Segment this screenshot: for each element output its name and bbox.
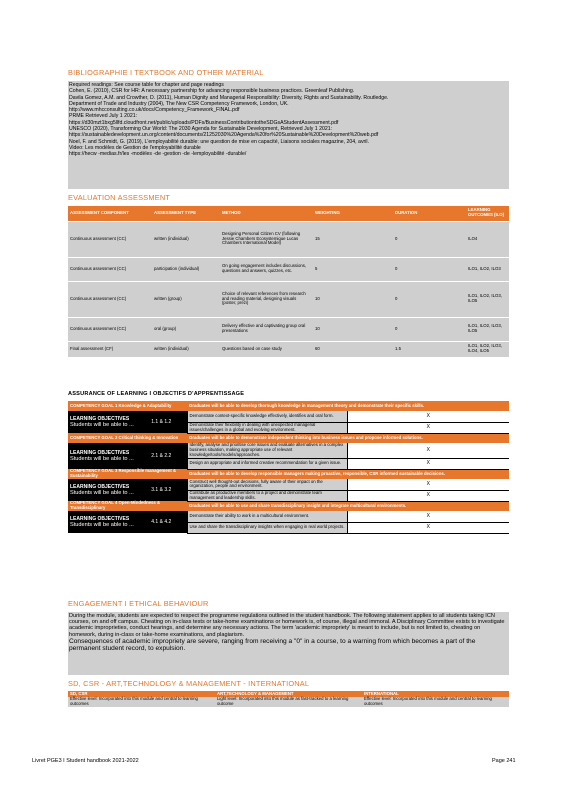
assurance-table-wrap xyxy=(68,401,509,534)
engagement-box xyxy=(68,612,509,675)
bibliography-line: Noel, F. and Schmidt, G. (2019), L'employabilité durable: une question de mise en capacité, Liaisons sociales magazine, 204, avril. xyxy=(69,138,370,145)
footer-left: Livret PGE3 I Student handbook 2021-2022 xyxy=(32,758,139,764)
competency-goal-description: Graduates will be able to use and share transdisciplinary insight and integrate multicultural environments. xyxy=(187,501,509,511)
learning-objective-row xyxy=(68,443,509,458)
evaluation-row xyxy=(68,281,509,317)
evaluation-cell: Continuous assessment (CC) xyxy=(68,281,152,317)
learning-objective-mark: X xyxy=(347,458,509,469)
bibliography-line: Cohen, E. (2010), CSR for HR: A necessary partnership for advancing responsible business practices. Greenleaf Publishing. xyxy=(69,88,355,95)
evaluation-header-row xyxy=(68,206,509,221)
bibliography-line: http://www.mhcconsulting.co.uk/docs/Competency_Framework_FINAL.pdf xyxy=(69,107,240,114)
evaluation-cell: ILO1, ILO2, ILO3 xyxy=(466,257,509,281)
evaluation-row xyxy=(68,257,509,281)
csr-cell: Effective level: Incorporated into this module and central to learning outcomes xyxy=(362,697,509,707)
evaluation-cell: Continuous assessment (CC) xyxy=(68,221,152,257)
assurance-title: ASSURANCE OF LEARNING I OBJECTIFS D'APPRENTISSAGE xyxy=(68,391,245,397)
competency-goal-description: Graduates will be able to develop responsible managers making proactive, responsible, CSR informed sustainable decisions. xyxy=(187,469,509,479)
learning-objective-row xyxy=(68,511,509,522)
evaluation-header-cell: WEIGHTING xyxy=(313,206,393,221)
learning-objective-mark: X xyxy=(347,411,509,422)
evaluation-cell: written (individual) xyxy=(152,341,220,357)
learning-objective-mark: X xyxy=(347,511,509,522)
competency-goal-description: Graduates will be able to develop thorough knowledge in management theory and demonstrate their specific skills. xyxy=(187,401,509,411)
learning-objectives-subtitle: Students will be able to ... xyxy=(70,422,134,428)
csr-row xyxy=(68,697,509,707)
learning-objective-numbers: 1.1 & 1.2 xyxy=(136,411,187,433)
learning-objective-mark: X xyxy=(347,490,509,501)
evaluation-cell: written (group) xyxy=(152,281,220,317)
evaluation-cell: Designing Personal Citizen CV (following Jessie Chambers Ecosystemique Lucas Chambers International Model) xyxy=(220,221,313,257)
learning-objective-numbers: 2.1 & 2.2 xyxy=(136,443,187,469)
competency-goal: COMPETENCY GOAL 3 Responsible management & Sustainability xyxy=(68,469,187,479)
evaluation-cell: 1.5 xyxy=(393,341,466,357)
learning-objectives-label xyxy=(68,443,136,469)
evaluation-header-cell: METHOD xyxy=(220,206,313,221)
evaluation-cell: ILO4 xyxy=(466,221,509,257)
evaluation-title: EVALUATION ASSESSMENT xyxy=(68,193,171,202)
bibliography-line: Department of Trade and Industry (2004), The New CSR Competency Framework, London, UK. xyxy=(69,100,289,107)
evaluation-cell: Questions based on case study xyxy=(220,341,313,357)
evaluation-row xyxy=(68,341,509,357)
bibliography-line: https://hecw -medias.fr/les -modèles -de -gestion -de -lemployabilité -durable/ xyxy=(69,151,247,158)
csr-header-cell: SD, CSR xyxy=(68,691,215,697)
bibliography-box xyxy=(68,81,509,189)
bibliography-line: https://sustainabledevelopment.un.org/content/documents/21252030%20Agenda%20for%20Sustainable%20Development%20web.pdf xyxy=(69,132,379,139)
learning-objective-text: Demonstrate their ability to work in a multicultural environment. xyxy=(187,511,347,522)
bibliography-line: Davila Gomez, A.M. and Crowther, D. (2011), Human Dignity and Managerial Responsibility: Diversity, Rights and Sustainability. Routledge. xyxy=(69,94,389,101)
competency-goal-description: Graduates will be able to demonstrate independent thinking into business issues and propose informed solutions. xyxy=(187,433,509,443)
learning-objective-mark: X xyxy=(347,443,509,458)
evaluation-cell: 15 xyxy=(313,221,393,257)
evaluation-header-cell: ASSESSMENT COMPONENT xyxy=(68,206,152,221)
learning-objective-text: Use and share the transdisciplinary insights when engaging in real world projects. xyxy=(187,522,347,533)
bibliography-line: PRME Retrieved July 1 2021: xyxy=(69,113,138,120)
learning-objectives-label xyxy=(68,511,136,533)
csr-cell: Light level: Incorporated into this module as fast-tracked to a learning outcome xyxy=(215,697,362,707)
assurance-table xyxy=(68,401,509,534)
evaluation-cell: On going engagement includes discussions, questions and answers, quizzes, etc. xyxy=(220,257,313,281)
learning-objective-row xyxy=(68,479,509,490)
learning-objective-numbers: 4.1 & 4.2 xyxy=(136,511,187,533)
learning-objective-text: Demonstrate their flexibility in dealing with unexpected managerial issues/challenges in a global and evolving environment. xyxy=(187,422,347,433)
competency-goal: COMPETENCY GOAL 2 Critical thinking & Innovation xyxy=(68,433,187,443)
learning-objective-row xyxy=(68,411,509,422)
learning-objectives-title: LEARNING OBJECTIVES xyxy=(70,516,130,523)
evaluation-cell: ILO1, ILO2, ILO3, ILO5 xyxy=(466,281,509,317)
learning-objectives-subtitle: Students will be able to ... xyxy=(70,456,134,463)
csr-cell: Effective level: Incorporated into this module and central to learning outcomes xyxy=(68,697,215,707)
evaluation-header-cell: ASSESSMENT TYPE xyxy=(152,206,220,221)
evaluation-row xyxy=(68,221,509,257)
bibliography-lines xyxy=(69,82,508,158)
learning-objectives-title: LEARNING OBJECTIVES xyxy=(70,416,130,422)
evaluation-cell: Choice of relevant references from research and reading material, designing visuals (poster, prezi) xyxy=(220,281,313,317)
bibliography-title: BIBLIOGRAPHIE I TEXTBOOK AND OTHER MATERIAL xyxy=(68,68,264,77)
learning-objectives-title: LEARNING OBJECTIVES xyxy=(70,484,130,491)
evaluation-cell: 10 xyxy=(313,281,393,317)
evaluation-cell: Continuous assessment (CC) xyxy=(68,317,152,341)
evaluation-row xyxy=(68,317,509,341)
bibliography-line: Video: Les modèles de Gestion de l'employabilité durable xyxy=(69,144,201,151)
learning-objective-numbers: 3.1 & 3.2 xyxy=(136,479,187,501)
engagement-text: During the module, students are expected to respect the programme regulations outlined in the student handbook. The following statement applies to all students taking ICN courses, on and off campus. Cheating on in-class tests or take-home examinations or homework is, of course, illegal and immoral. A Disciplinary Committee exists to investigate academic improprieties, conduct hearings, and determine any necessary actions. The term 'academic impropriety' is meant to include, but is not limited to, cheating on homework, during in-class or take-home examinations, and plagiarism. xyxy=(69,613,505,638)
evaluation-cell: Final assessment (CF) xyxy=(68,341,152,357)
learning-objective-text: Design an appropriate and informed creative recommendation for a given issue. xyxy=(187,458,347,469)
learning-objective-mark: X xyxy=(347,522,509,533)
evaluation-table-wrap xyxy=(68,206,509,357)
csr-header-cell: ART,TECHNOLOGY & MANAGEMENT xyxy=(215,691,362,697)
csr-header-cell: INTERNATIONAL xyxy=(362,691,509,697)
assurance-body xyxy=(68,401,509,533)
learning-objectives-title: LEARNING OBJECTIVES xyxy=(70,450,130,457)
learning-objective-text: Contribute as productive members to a project and demonstrate team management and leadership skills. xyxy=(187,490,347,501)
competency-goal: COMPETENCY GOAL 4 Open-Mindedness & Transdisciplinary xyxy=(68,501,187,511)
competency-goal-row xyxy=(68,401,509,411)
learning-objectives-label xyxy=(68,479,136,501)
evaluation-cell: participation (individual) xyxy=(152,257,220,281)
learning-objectives-label xyxy=(68,411,136,433)
evaluation-cell: ILO1, ILO2, ILO3, ILO5 xyxy=(466,317,509,341)
learning-objective-mark: X xyxy=(347,479,509,490)
evaluation-cell: 5 xyxy=(313,257,393,281)
competency-goal: COMPETENCY GOAL 1 Knowledge & Adaptability xyxy=(68,401,187,411)
evaluation-body xyxy=(68,221,509,357)
evaluation-table xyxy=(68,206,509,357)
evaluation-cell: 10 xyxy=(313,317,393,341)
evaluation-cell: 0 xyxy=(393,257,466,281)
bibliography-line: https://d30mzt1bxg5llfd.cloudfront.net/public/uploads/PDFs/BusinessContributiontotheSDGsAStudentAssessment.pdf xyxy=(69,119,339,126)
evaluation-cell: written (individual) xyxy=(152,221,220,257)
evaluation-cell: 0 xyxy=(393,317,466,341)
evaluation-cell: ILO1, ILO2, ILO3, ILO4, ILO5 xyxy=(466,341,509,357)
footer-page: Page 241 xyxy=(492,758,516,764)
learning-objective-text: Construct well thought-out decisions, fully aware of their impact on the organization, people and environment. xyxy=(187,479,347,490)
csr-table-wrap xyxy=(68,691,509,707)
engagement-title: ENGAGEMENT I ETHICAL BEHAVIOUR xyxy=(68,599,209,608)
evaluation-cell: 0 xyxy=(393,221,466,257)
evaluation-cell: oral (group) xyxy=(152,317,220,341)
learning-objective-mark: X xyxy=(347,422,509,433)
engagement-emphasis: Consequences of academic impropriety are severe, ranging from receiving a "0" in a course, to a warning from which becomes a part of the permanent student record, to expulsion. xyxy=(69,637,476,652)
evaluation-cell: Continuous assessment (CC) xyxy=(68,257,152,281)
learning-objectives-subtitle: Students will be able to ... xyxy=(70,490,134,497)
competency-goal-row xyxy=(68,469,509,479)
learning-objectives-subtitle: Students will be able to ... xyxy=(70,522,134,529)
competency-goal-row xyxy=(68,501,509,511)
evaluation-header-cell: DURATION xyxy=(393,206,466,221)
csr-title: SD, CSR - ART,TECHNOLOGY & MANAGEMENT - INTERNATIONAL xyxy=(68,679,310,688)
evaluation-cell: 60 xyxy=(313,341,393,357)
bibliography-line: UNESCO (2020), Transforming Our World: The 2030 Agenda for Sustainable Development, Retrieved July 1 2021: xyxy=(69,126,333,133)
learning-objective-text: Demonstrate context-specific knowledge effectively, identifies and oral form. xyxy=(187,411,347,422)
bibliography-line: Required readings: See course table for chapter and page readings xyxy=(69,82,224,88)
evaluation-header-cell: LEARNING OUTCOMES (ILO) xyxy=(466,206,509,221)
csr-table xyxy=(68,691,509,707)
evaluation-cell: 0 xyxy=(393,281,466,317)
evaluation-cell: Delivery effective and captivating group oral presentations xyxy=(220,317,313,341)
learning-objective-text: Identify, analyse and prioritise core issues and evaluate alternatives in a complex business situation, making appropriate use of relevant knowledge/tools/models/approaches. xyxy=(187,443,347,458)
